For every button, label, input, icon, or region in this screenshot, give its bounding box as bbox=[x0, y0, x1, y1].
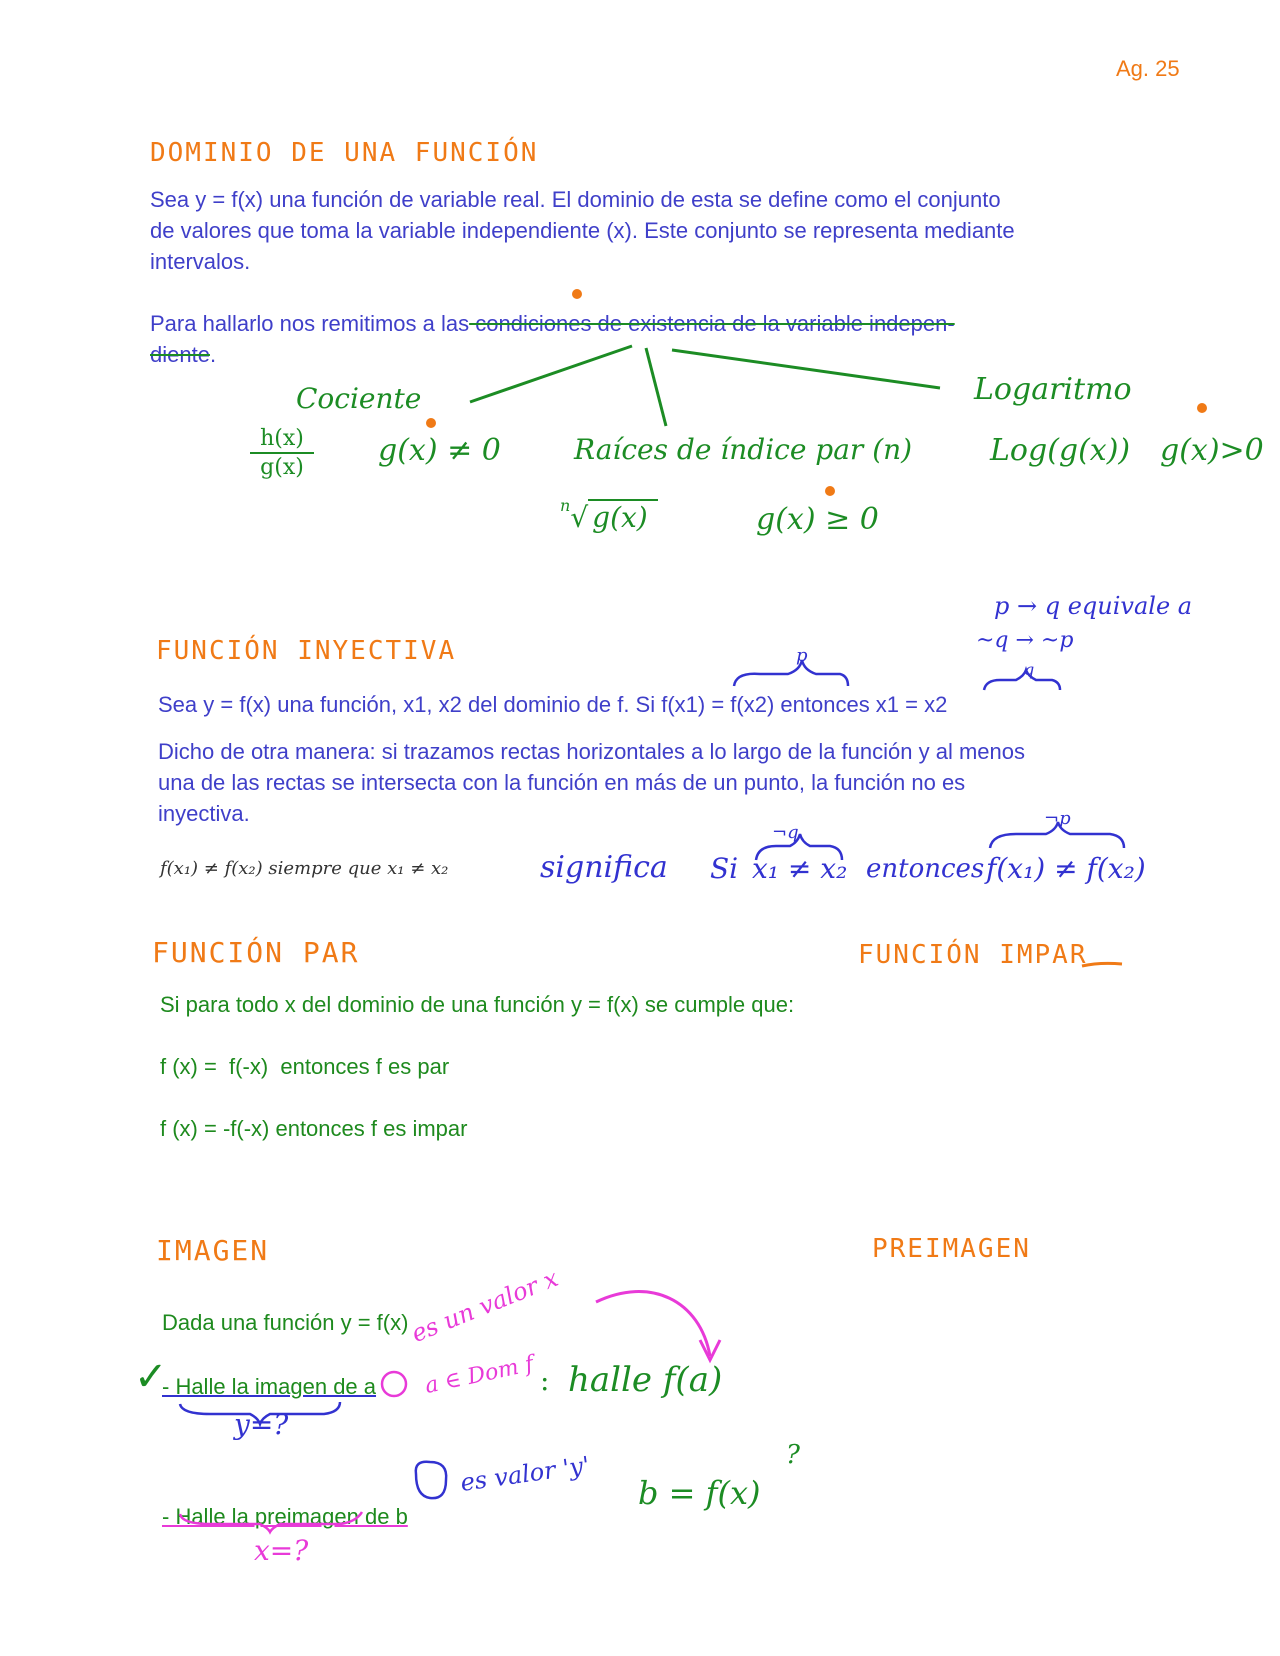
fraction-bar bbox=[250, 452, 314, 454]
hand-not-p: ¬p bbox=[1044, 808, 1071, 829]
hand-colon: : bbox=[540, 1364, 550, 1397]
even-rule: f (x) = f(-x) entonces f es par bbox=[160, 1054, 450, 1079]
hand-not-q: ¬q bbox=[772, 822, 799, 843]
domain-paragraph-2 bbox=[150, 308, 1070, 370]
para2-struck-2: diente bbox=[150, 342, 210, 367]
injective-paragraph: Dicho de otra manera: si trazamos rectas horizontales a lo largo de la función y al menos una de las rectas se intersecta con la función en más de un punto, la función no es inyectiva. bbox=[158, 739, 1025, 826]
domain-paragraph: Sea y = f(x) una función de variable real. El dominio de esta se define como el conjunto de valores que toma la variable independiente (x). Este conjunto se representa mediante intervalos. bbox=[150, 187, 1015, 274]
image-intro: Dada una función y = f(x) bbox=[162, 1310, 409, 1335]
para2-end: . bbox=[209, 342, 217, 367]
fraction-numerator: h(x) bbox=[260, 426, 304, 451]
image-heading: IMAGEN bbox=[156, 1234, 270, 1267]
contrapositive-line-2: ~q → ~p bbox=[976, 628, 1074, 653]
hand-a-in-dom: a ∈ Dom f bbox=[422, 1351, 536, 1399]
log-expression: Log(g(x)) bbox=[990, 433, 1131, 468]
hand-entonces: entonces bbox=[866, 854, 985, 884]
contrapositive-line-1: p → q equivale a bbox=[994, 592, 1193, 620]
fraction-denominator: g(x) bbox=[260, 455, 304, 480]
contrapositive-q: q bbox=[1024, 660, 1035, 679]
brace-over-x1 bbox=[984, 670, 1060, 690]
hand-significa: significa bbox=[540, 850, 668, 885]
orange-dot bbox=[572, 289, 582, 299]
cociente-fraction bbox=[250, 426, 314, 480]
image-item-2-note: x=? bbox=[254, 1534, 309, 1567]
preimage-heading: PREIMAGEN bbox=[872, 1234, 1031, 1264]
log-label: Logaritmo bbox=[974, 372, 1132, 407]
hand-si: Si bbox=[710, 852, 739, 885]
parity-intro: Si para todo x del dominio de una función y = f(x) se cumple que: bbox=[160, 992, 795, 1017]
image-item-1-note: y=? bbox=[234, 1408, 289, 1441]
injective-heading: FUNCIÓN INYECTIVA bbox=[156, 636, 457, 666]
orange-dot bbox=[825, 486, 835, 496]
hand-valor-y: es valor 'y' bbox=[458, 1451, 592, 1497]
hand-f-neq: f(x₁) ≠ f(x₂) bbox=[986, 852, 1146, 885]
para2-prefix: Para hallarlo nos remitimos a las bbox=[150, 311, 470, 336]
log-condition: g(x)>0 bbox=[1160, 433, 1264, 468]
even-heading: FUNCIÓN PAR bbox=[152, 936, 360, 969]
brace-p-label: p bbox=[796, 645, 808, 666]
radicand: g(x) bbox=[588, 499, 658, 534]
orange-dot bbox=[426, 418, 436, 428]
circle-around-a bbox=[382, 1372, 406, 1396]
odd-heading: FUNCIÓN IMPAR bbox=[858, 940, 1088, 970]
circle-around-b bbox=[416, 1462, 446, 1498]
page-number: Ag. 25 bbox=[1116, 56, 1180, 81]
impar-underline bbox=[1082, 963, 1122, 966]
radical-sign: √ bbox=[570, 501, 589, 534]
orange-dot bbox=[1197, 403, 1207, 413]
raices-condition: g(x) ≥ 0 bbox=[756, 502, 879, 537]
hand-question: ? bbox=[786, 1440, 800, 1470]
hand-x-neq: x₁ ≠ x₂ bbox=[752, 852, 848, 885]
domain-heading: DOMINIO DE UNA FUNCIÓN bbox=[150, 138, 539, 168]
cociente-condition: g(x) ≠ 0 bbox=[378, 433, 501, 468]
image-item-1: - Halle la imagen de a bbox=[162, 1374, 377, 1399]
hand-halle-fa: halle f(a) bbox=[568, 1360, 723, 1400]
injective-definition: Sea y = f(x) una función, x1, x2 del dominio de f. Si f(x1) = f(x2) entonces x1 = x2 bbox=[158, 692, 948, 717]
image-item-2 bbox=[162, 1504, 408, 1530]
injective-formula: f(x₁) ≠ f(x₂) siempre que x₁ ≠ x₂ bbox=[160, 858, 449, 879]
image-item-2-text: - Halle la preimagen de b bbox=[162, 1504, 408, 1529]
para2-struck: condiciones de existencia de la variable indepen- bbox=[469, 311, 955, 336]
hand-b-eq-fx: b = f(x) bbox=[638, 1474, 761, 1512]
raices-expression bbox=[560, 496, 658, 534]
hand-valor-x: es un valor x bbox=[407, 1263, 563, 1348]
check-icon: ✓ bbox=[134, 1355, 168, 1399]
brace-over-fx1 bbox=[734, 660, 848, 686]
odd-rule: f (x) = -f(-x) entonces f es impar bbox=[160, 1116, 468, 1141]
cociente-label: Cociente bbox=[296, 382, 422, 415]
magenta-arrow bbox=[596, 1292, 710, 1356]
radical-index: n bbox=[560, 496, 571, 515]
raices-label: Raíces de índice par (n) bbox=[574, 433, 913, 466]
magenta-arrow-head bbox=[700, 1340, 720, 1360]
